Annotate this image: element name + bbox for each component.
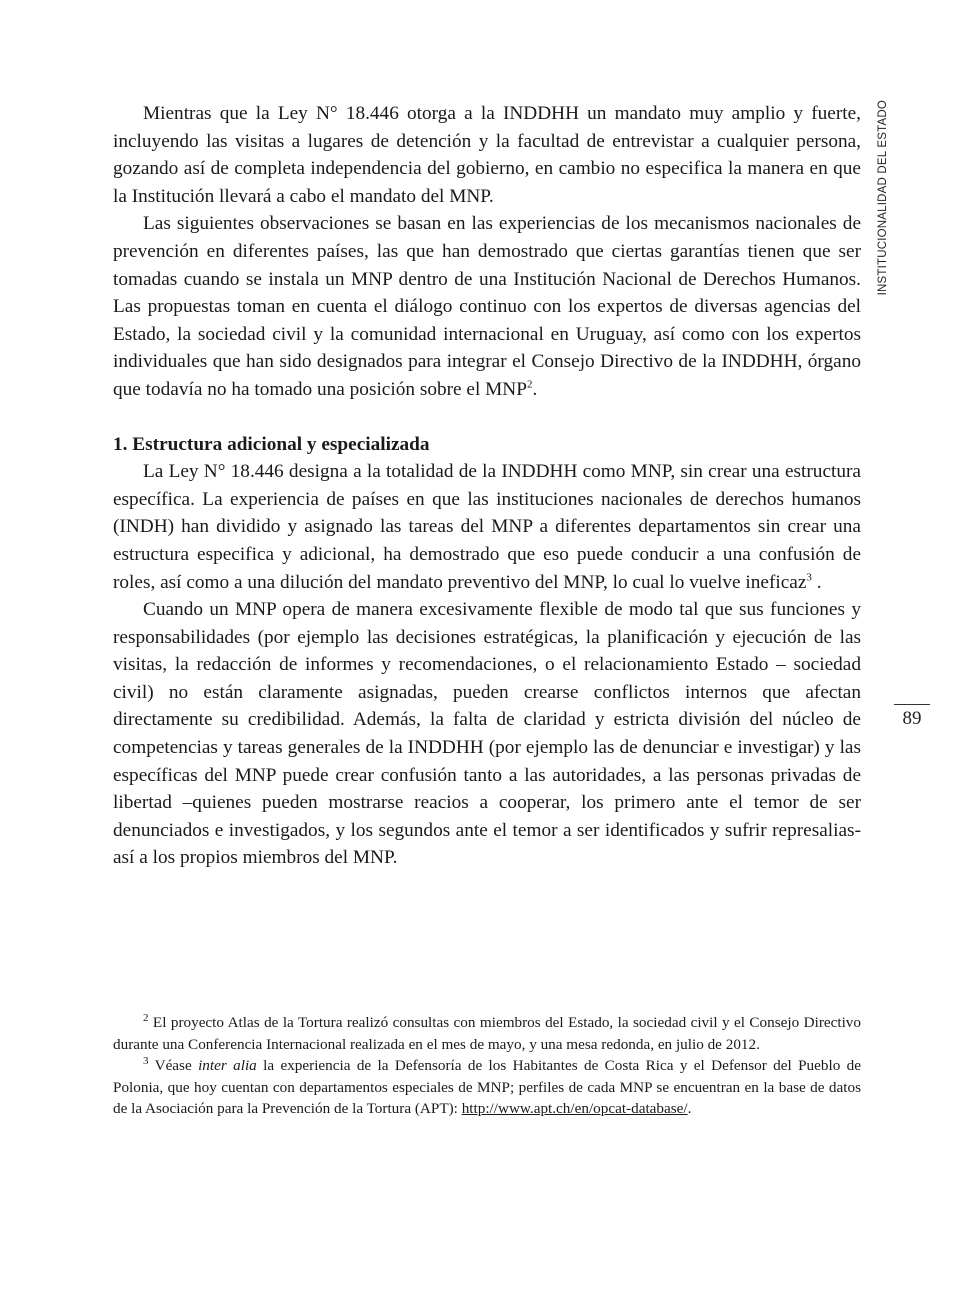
- footnote-ref[interactable]: 3: [806, 571, 812, 584]
- paragraph-text: Cuando un MNP opera de manera excesivamente flexible de modo tal que sus funciones y responsabilidades (por ejemplo las decisiones estratégicas, la planificación y ejecución de las visitas, la redacción de informes y recomendaciones, o el relacionamiento Estado – sociedad civil) no están claramente asignadas, pueden crearse conflictos internos que afectan directamente su credibilidad. Además, la falta de claridad y estricta división del núcleo de competencias y tareas generales de la INDDHH (por ejemplo las de denunciar e investigar) y las específicas del MNP puede crear confusión tanto a las autoridades, a las personas privadas de libertad –quienes pueden mostrarse reacios a cooperar, los primero ante el temor de ser denunciados e investigados, y los segundos ante el temor a ser identificados y sufrir represalias- así a los propios miembros del MNP.: [113, 599, 861, 869]
- page-number: 89: [902, 708, 922, 729]
- footnote-mark: 3: [143, 1055, 149, 1068]
- footnote-ref[interactable]: 2: [526, 378, 533, 391]
- footnote-mark: 2: [143, 1011, 149, 1024]
- section-heading: 1. Estructura adicional y especializada: [113, 433, 430, 455]
- footnotes: [113, 1012, 861, 1120]
- paragraph-text: Las siguientes observaciones se basan en las experiencias de los mecanismos nacionales de prevención en diferentes países, las que han demostrado que ciertas garantías tienen que ser tomadas cuando se instala un MNP dentro de una Institución Nacional de Derechos Humanos. Las propuestas toman en cuenta el diálogo continuo con los expertos de diversas agencias del Estado, la sociedad civil y la comunidad internacional en Uruguay, así como con los expertos individuales que han sido designados para integrar el Consejo Directivo de la INDDHH, órgano que todavía no ha tomado una posición sobre el MNP: [113, 213, 861, 400]
- body-text: [113, 100, 861, 872]
- paragraph-tail: .: [811, 571, 822, 593]
- footnote-text: la experiencia de la Defensoría de los Habitantes de Costa Rica y el Defensor del Pueblo de Polonia, que hoy cuentan con departamentos especiales de MNP; perfiles de cada MNP se encuentran en la base de datos de la Asociación para la Prevención de la Tortura (APT):: [113, 1057, 861, 1118]
- paragraph-tail: .: [532, 378, 538, 400]
- footnote-italic: inter alia: [198, 1057, 257, 1075]
- footnote-2: [113, 1012, 861, 1055]
- running-header: INSTITUCIONALIDAD DEL ESTADO: [877, 100, 889, 296]
- footnote-link[interactable]: http://www.apt.ch/en/opcat-database/: [461, 1100, 688, 1118]
- page-number-rule: [894, 704, 930, 705]
- paragraph-text: La Ley N° 18.446 designa a la totalidad de la INDDHH como MNP, sin crear una estructura específica. La experiencia de países en que las instituciones nacionales de derechos humanos (INDH) han dividido y asignado las tareas del MNP a diferentes departamentos sin crear una estructura especifica y adicional, ha demostrado que eso puede conducir a una confusión de roles, así como a una dilución del mandato preventivo del MNP, lo cual lo vuelve ineficaz: [113, 461, 861, 593]
- paragraph: [113, 100, 861, 210]
- paragraph: [113, 458, 861, 596]
- footnote-3: [113, 1055, 861, 1120]
- paragraph: [113, 210, 861, 403]
- footnote-text: El proyecto Atlas de la Tortura realizó consultas con miembros del Estado, la sociedad civil y el Consejo Directivo durante una Conferencia Internacional realizada en el mes de mayo, y una mesa redonda, en julio de 2012.: [113, 1014, 861, 1053]
- paragraph: [113, 596, 861, 872]
- footnote-tail: .: [687, 1100, 692, 1118]
- footnote-text: Véase: [148, 1057, 199, 1075]
- paragraph-text: Mientras que la Ley N° 18.446 otorga a la INDDHH un mandato muy amplio y fuerte, incluyendo las visitas a lugares de detención y la facultad de entrevistar a cualquier persona, gozando así de completa independencia del gobierno, en cambio no especifica la manera en que la Institución llevará a cabo el mandato del MNP.: [113, 103, 861, 207]
